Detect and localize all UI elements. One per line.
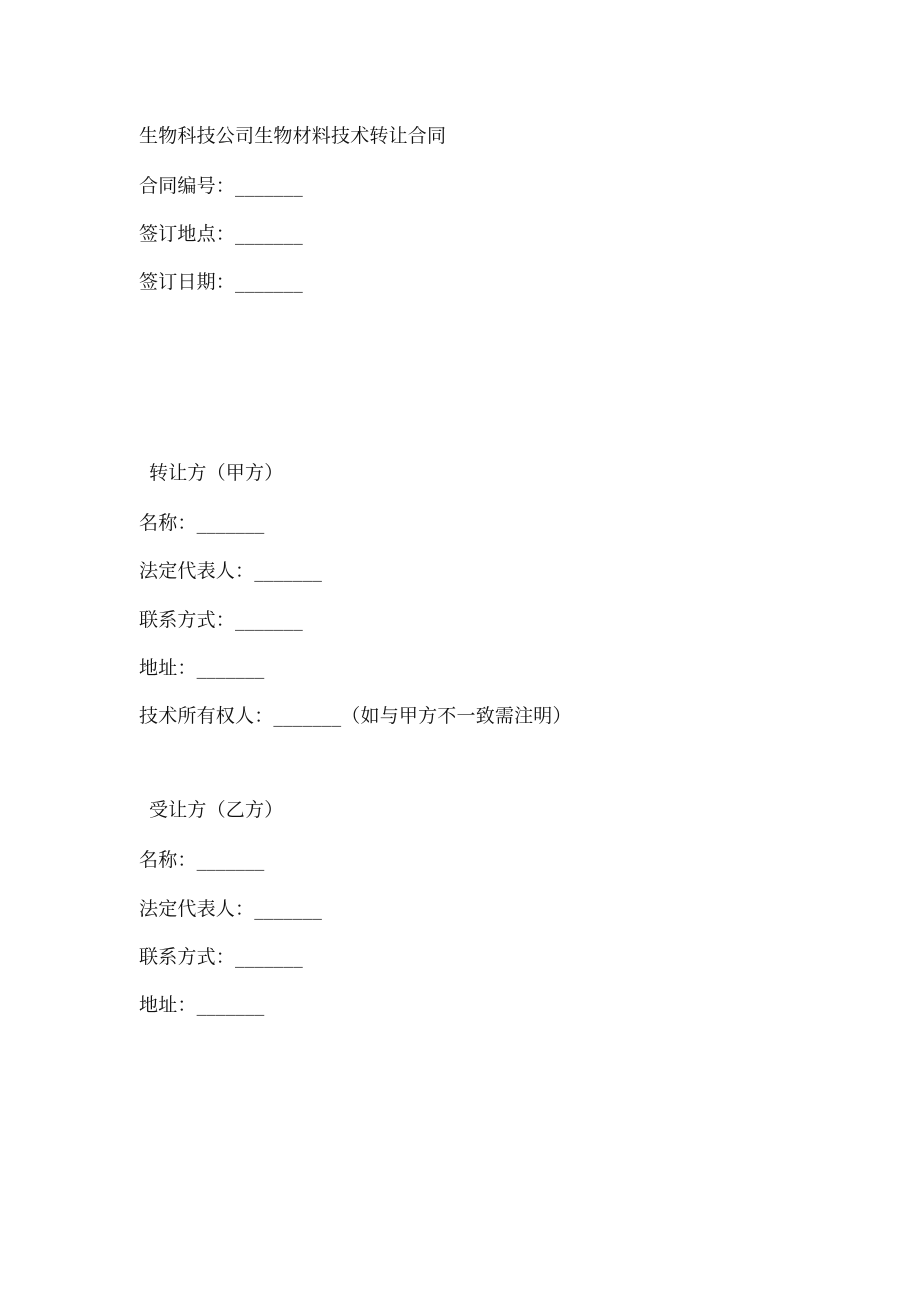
- party-b-name-field: 名称：_______: [139, 849, 265, 871]
- party-b-legal-rep-field: 法定代表人：_______: [139, 898, 323, 920]
- party-a-heading: 转让方（甲方）: [149, 462, 284, 484]
- party-a-address-field: 地址：_______: [139, 657, 265, 679]
- party-a-contact-field: 联系方式：_______: [139, 609, 303, 631]
- party-a-tech-owner-field: 技术所有权人：_______（如与甲方不一致需注明）: [139, 705, 572, 727]
- party-b-contact-field: 联系方式：_______: [139, 946, 303, 968]
- signing-date-field: 签订日期：_______: [139, 271, 303, 293]
- party-b-heading: 受让方（乙方）: [149, 799, 284, 821]
- party-b-address-field: 地址：_______: [139, 994, 265, 1016]
- contract-number-field: 合同编号：_______: [139, 175, 303, 197]
- signing-place-field: 签订地点：_______: [139, 223, 303, 245]
- party-a-legal-rep-field: 法定代表人：_______: [139, 560, 323, 582]
- party-a-name-field: 名称：_______: [139, 512, 265, 534]
- document-title: 生物科技公司生物材料技术转让合同: [139, 125, 447, 147]
